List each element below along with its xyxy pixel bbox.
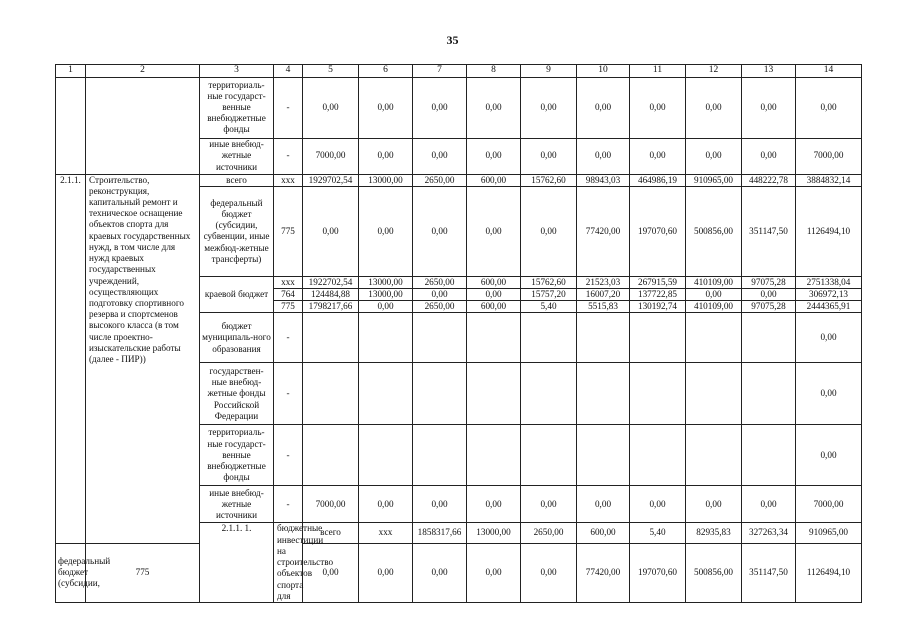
code-cell: - — [274, 313, 303, 363]
cell — [521, 313, 577, 363]
value-cell: 1126494,10 — [796, 186, 862, 276]
value-cell: 2650,00 — [413, 276, 467, 288]
value-cell: 98943,03 — [577, 174, 630, 186]
value-cell: 77420,00 — [577, 543, 630, 602]
value-cell: 910965,00 — [796, 523, 862, 543]
code-cell: 775 — [86, 543, 200, 602]
value-cell: 410109,00 — [686, 276, 742, 288]
value-cell: 0,00 — [577, 138, 630, 174]
cell — [521, 425, 577, 486]
header-cell: 1 — [56, 65, 86, 78]
value-cell: 97075,28 — [742, 276, 796, 288]
value-cell: 15762,60 — [521, 174, 577, 186]
value-cell: 0,00 — [413, 186, 467, 276]
value-cell: 97075,28 — [742, 301, 796, 313]
value-cell: 0,00 — [359, 486, 413, 523]
value-cell: 1922702,54 — [303, 276, 359, 288]
header-cell: 8 — [467, 65, 521, 78]
value-cell: 0,00 — [467, 138, 521, 174]
cell — [742, 425, 796, 486]
value-cell: 2650,00 — [413, 301, 467, 313]
value-cell: 306972,13 — [796, 289, 862, 301]
header-cell: 7 — [413, 65, 467, 78]
value-cell: 15757,20 — [521, 289, 577, 301]
source-cell: краевой бюджет — [200, 276, 274, 313]
value-cell: 0,00 — [796, 425, 862, 486]
cell — [742, 313, 796, 363]
item-title: Строительство, реконструкция, капитальный ремонт и техническое оснащение объектов спорта для краевых государственных нужд, в том числе для нужд краевых государственных учреждений, осуществляющих подготовку спортивного резерва и спортсменов высокого класса (в том числе проектно-изыскательские работы (далее - ПИР)) — [86, 174, 200, 543]
source-cell: федеральный бюджет (субсидии, субвенции, иные межбюд-жетные трансферты) — [200, 186, 274, 276]
value-cell: 0,00 — [630, 486, 686, 523]
header-cell: 2 — [86, 65, 200, 78]
value-cell: 82935,83 — [686, 523, 742, 543]
value-cell: 0,00 — [413, 77, 467, 138]
cell — [359, 313, 413, 363]
header-cell: 11 — [630, 65, 686, 78]
code-cell: - — [274, 363, 303, 425]
code-cell: 764 — [274, 289, 303, 301]
page-number: 35 — [446, 33, 459, 47]
cell — [303, 425, 359, 486]
cell — [686, 313, 742, 363]
value-cell: 0,00 — [796, 77, 862, 138]
source-cell: государствен-ные внебюд-жетные фонды Российской Федерации — [200, 363, 274, 425]
code-cell: ххх — [274, 276, 303, 288]
source-cell: территориаль-ные государст-венные внебюджетные фонды — [200, 425, 274, 486]
cell — [359, 363, 413, 425]
value-cell: 124484,88 — [303, 289, 359, 301]
value-cell: 0,00 — [742, 77, 796, 138]
value-cell: 7000,00 — [303, 138, 359, 174]
table-row — [56, 174, 862, 186]
source-cell: иные внебюд-жетные источники — [200, 138, 274, 174]
cell — [577, 425, 630, 486]
code-cell: - — [274, 425, 303, 486]
value-cell: 7000,00 — [796, 138, 862, 174]
cell — [467, 363, 521, 425]
value-cell: 910965,00 — [686, 174, 742, 186]
cell — [86, 77, 200, 174]
item-number: 2.1.1. — [56, 174, 86, 543]
code-cell: - — [274, 138, 303, 174]
value-cell: 0,00 — [796, 363, 862, 425]
value-cell: 0,00 — [521, 138, 577, 174]
cell — [413, 313, 467, 363]
value-cell: 16007,20 — [577, 289, 630, 301]
value-cell: 5515,83 — [577, 301, 630, 313]
value-cell: 197070,60 — [630, 186, 686, 276]
value-cell: 2444365,91 — [796, 301, 862, 313]
value-cell: 0,00 — [303, 543, 359, 602]
value-cell: 7000,00 — [303, 486, 359, 523]
value-cell: 0,00 — [521, 186, 577, 276]
code-cell: 775 — [274, 186, 303, 276]
cell — [303, 363, 359, 425]
header-row — [56, 65, 862, 78]
value-cell: 0,00 — [413, 138, 467, 174]
source-cell: территориаль-ные государст-венные внебюджетные фонды — [200, 77, 274, 138]
header-cell: 12 — [686, 65, 742, 78]
header-cell: 14 — [796, 65, 862, 78]
value-cell: 0,00 — [521, 77, 577, 138]
table-row — [56, 543, 862, 602]
cell — [413, 425, 467, 486]
value-cell: 0,00 — [413, 289, 467, 301]
value-cell: 600,00 — [467, 276, 521, 288]
value-cell: 0,00 — [467, 486, 521, 523]
value-cell: 0,00 — [521, 486, 577, 523]
cell — [359, 425, 413, 486]
value-cell: 0,00 — [686, 289, 742, 301]
value-cell: 351147,50 — [742, 186, 796, 276]
value-cell: 15762,60 — [521, 276, 577, 288]
value-cell: 410109,00 — [686, 301, 742, 313]
value-cell: 0,00 — [796, 313, 862, 363]
cell — [577, 313, 630, 363]
value-cell: 0,00 — [303, 186, 359, 276]
value-cell: 0,00 — [686, 138, 742, 174]
value-cell: 600,00 — [577, 523, 630, 543]
cell — [467, 425, 521, 486]
code-cell: ххх — [359, 523, 413, 543]
value-cell: 0,00 — [630, 77, 686, 138]
value-cell: 0,00 — [630, 138, 686, 174]
value-cell: 3884832,14 — [796, 174, 862, 186]
value-cell: 0,00 — [742, 486, 796, 523]
value-cell: 267915,59 — [630, 276, 686, 288]
cell — [686, 425, 742, 486]
cell — [303, 313, 359, 363]
cell — [630, 313, 686, 363]
value-cell: 7000,00 — [796, 486, 862, 523]
value-cell: 0,00 — [359, 138, 413, 174]
value-cell: 77420,00 — [577, 186, 630, 276]
source-cell: всего — [303, 523, 359, 543]
cell — [742, 363, 796, 425]
value-cell: 13000,00 — [467, 523, 521, 543]
value-cell: 2650,00 — [413, 174, 467, 186]
header-cell: 9 — [521, 65, 577, 78]
cell — [630, 425, 686, 486]
value-cell: 327263,34 — [742, 523, 796, 543]
value-cell: 2751338,04 — [796, 276, 862, 288]
code-cell: - — [274, 486, 303, 523]
value-cell: 0,00 — [577, 77, 630, 138]
cell — [521, 363, 577, 425]
code-cell: 775 — [274, 301, 303, 313]
value-cell: 0,00 — [467, 543, 521, 602]
table-row — [56, 77, 862, 138]
code-cell: - — [274, 77, 303, 138]
value-cell: 0,00 — [413, 486, 467, 523]
value-cell: 448222,78 — [742, 174, 796, 186]
value-cell: 137722,85 — [630, 289, 686, 301]
value-cell: 1798217,66 — [303, 301, 359, 313]
value-cell: 0,00 — [359, 77, 413, 138]
value-cell: 0,00 — [359, 186, 413, 276]
value-cell: 500856,00 — [686, 543, 742, 602]
cell — [413, 363, 467, 425]
value-cell: 600,00 — [467, 174, 521, 186]
value-cell: 1929702,54 — [303, 174, 359, 186]
value-cell: 0,00 — [686, 77, 742, 138]
value-cell: 464986,19 — [630, 174, 686, 186]
value-cell: 351147,50 — [742, 543, 796, 602]
value-cell: 0,00 — [521, 543, 577, 602]
value-cell: 0,00 — [467, 289, 521, 301]
item-number: 2.1.1. 1. — [200, 523, 274, 603]
value-cell: 21523,03 — [577, 276, 630, 288]
source-cell: федеральный бюджет (субсидии, — [56, 543, 86, 602]
source-cell: всего — [200, 174, 274, 186]
value-cell: 13000,00 — [359, 174, 413, 186]
value-cell: 0,00 — [742, 138, 796, 174]
cell — [686, 363, 742, 425]
value-cell: 0,00 — [467, 77, 521, 138]
cell — [630, 363, 686, 425]
value-cell: 1126494,10 — [796, 543, 862, 602]
value-cell: 0,00 — [577, 486, 630, 523]
cell — [56, 77, 86, 174]
value-cell: 0,00 — [413, 543, 467, 602]
value-cell: 0,00 — [686, 486, 742, 523]
value-cell: 13000,00 — [359, 276, 413, 288]
value-cell: 0,00 — [467, 186, 521, 276]
budget-table — [55, 64, 862, 603]
value-cell: 0,00 — [303, 77, 359, 138]
value-cell: 197070,60 — [630, 543, 686, 602]
header-cell: 5 — [303, 65, 359, 78]
source-cell: иные внебюд-жетные источники — [200, 486, 274, 523]
header-cell: 3 — [200, 65, 274, 78]
value-cell: 600,00 — [467, 301, 521, 313]
cell — [577, 363, 630, 425]
value-cell: 1858317,66 — [413, 523, 467, 543]
value-cell: 500856,00 — [686, 186, 742, 276]
value-cell: 5,40 — [521, 301, 577, 313]
value-cell: 0,00 — [742, 289, 796, 301]
value-cell: 0,00 — [359, 301, 413, 313]
item-title: бюджетные инвестиции на строительство объектов спорта для — [274, 523, 303, 603]
header-cell: 13 — [742, 65, 796, 78]
value-cell: 2650,00 — [521, 523, 577, 543]
header-cell: 10 — [577, 65, 630, 78]
value-cell: 5,40 — [630, 523, 686, 543]
value-cell: 13000,00 — [359, 289, 413, 301]
source-cell: бюджет муниципаль-ного образования — [200, 313, 274, 363]
header-cell: 6 — [359, 65, 413, 78]
code-cell: ххх — [274, 174, 303, 186]
value-cell: 130192,74 — [630, 301, 686, 313]
value-cell: 0,00 — [359, 543, 413, 602]
header-cell: 4 — [274, 65, 303, 78]
cell — [467, 313, 521, 363]
